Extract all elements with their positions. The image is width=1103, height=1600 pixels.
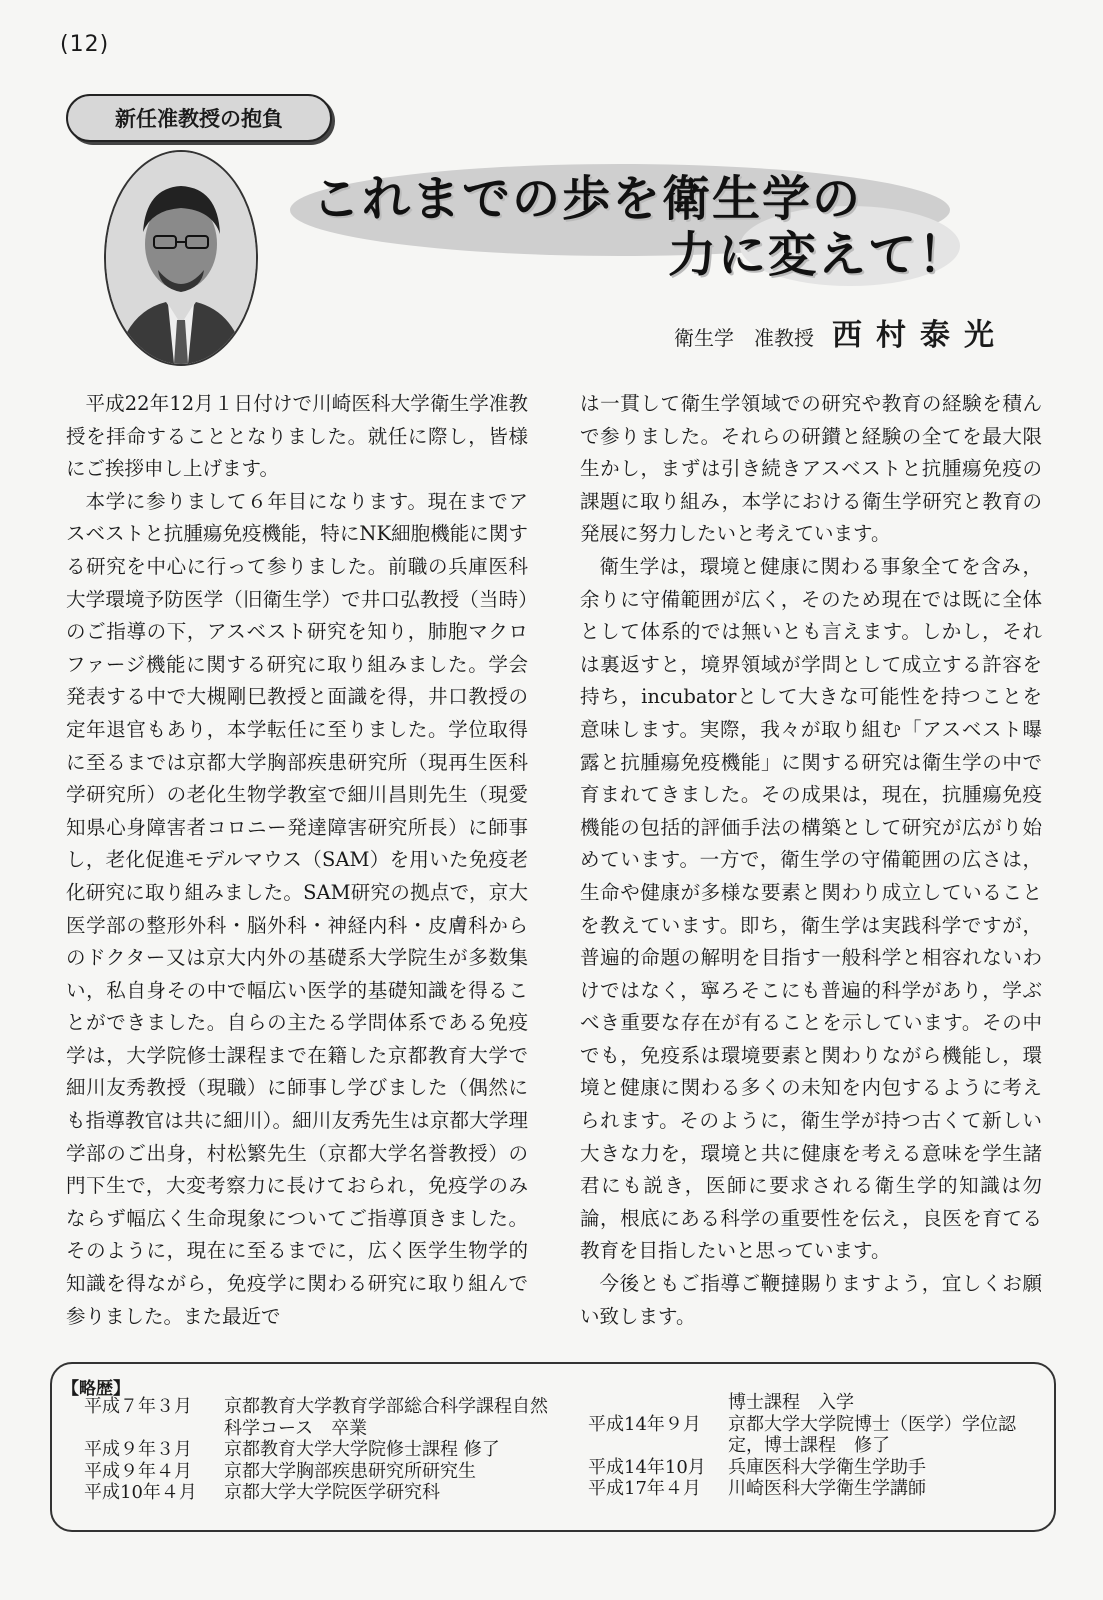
resume-entry [84, 1482, 554, 1504]
resume-entry [84, 1461, 554, 1483]
resume-text: 博士課程 入学 [728, 1392, 854, 1413]
body-paragraph: 今後ともご指導ご鞭撻賜りますよう，宜しくお願い致します。 [580, 1272, 1042, 1328]
resume-entry [84, 1439, 554, 1461]
body-column-left [66, 388, 528, 1333]
resume-entry [588, 1457, 1038, 1479]
body-paragraph: 平成22年12月１日付けで川崎医科大学衛生学准教授を拝命することとなりました。就任に際し，皆様にご挨拶申し上げます。 [66, 392, 528, 481]
resume-date: 平成17年４月 [588, 1478, 701, 1499]
resume-list-left [84, 1396, 554, 1504]
article-title-line-1: これまでの歩を衛生学の [312, 171, 863, 227]
author-name: 西村泰光 [832, 318, 1008, 353]
resume-text: 川崎医科大学衛生学講師 [728, 1478, 926, 1499]
resume-entry [84, 1396, 554, 1439]
section-label [66, 94, 332, 142]
author-affiliation: 衛生学 准教授 [674, 326, 814, 350]
resume-date: 平成７年３月 [84, 1396, 192, 1417]
section-label-text: 新任准教授の抱負 [115, 107, 283, 131]
resume-text: 京都大学胸部疾患研究所研究生 [224, 1460, 476, 1482]
resume-entry [588, 1414, 1038, 1457]
article-title-line-2: 力に変えて！ [668, 227, 969, 283]
body-column-right [580, 388, 1042, 1333]
byline [674, 310, 1008, 354]
resume-date: 平成９年４月 [84, 1460, 192, 1482]
resume-entry [588, 1478, 1038, 1500]
body-paragraph: は一貫して衛生学領域での研究や教育の経験を積んで参りました。それらの研鑚と経験の全てを最大限生かし，まずは引き続きアスベストと抗腫瘍免疫の課題に取り組み，本学における衛生学研究と教育の発展に努力したいと考えています。 [580, 392, 1042, 546]
body-paragraph: 本学に参りまして６年目になります。現在までアスベストと抗腫瘍免疫機能，特にNK細胞機能に関する研究を中心に行って参りました。前職の兵庫医科大学環境予防医学（旧衛生学）で井口弘教授（当時）のご指導の下，アスベスト研究を知り，肺胞マクロファージ機能に関する研究に取り組みました。学会発表する中で大槻剛巳教授と面識を得，井口教授の定年退官もあり，本学転任に至りました。学位取得に至るまでは京都大学胸部疾患研究所（現再生医科学研究所）の老化生物学教室で細川昌則先生（現愛知県心身障害者コロニー発達障害研究所長）に師事し，老化促進モデルマウス（SAM）を用いた免疫老化研究に取り組みました。SAM研究の拠点で，京大医学部の整形外科・脳外科・神経内科・皮膚科からのドクター又は京大内外の基礎系大学院生が多数集い，私自身その中で幅広い医学的基礎知識を得ることができました。自らの主たる学問体系である免疫学は，大学院修士課程まで在籍した京都教育大学で細川友秀教授（現職）に師事し学びました（偶然にも指導教官は共に細川）。細川友秀先生は京都大学理学部のご出身，村松繁先生（京都大学名誉教授）の門下生で，大変考察力に長けておられ，免疫学のみならず幅広く生命現象についてご指導頂きました。そのように，現在に至るまでに，広く医学生物学的知識を得ながら，免疫学に関わる研究に取り組んで参りました。また最近で [66, 489, 528, 1328]
author-portrait [104, 150, 258, 366]
resume-text: 京都教育大学教育学部総合科学課程自然科学コース 卒業 [224, 1396, 548, 1439]
resume-date: 平成14年10月 [588, 1456, 706, 1478]
resume-date [588, 1392, 728, 1414]
resume-text: 兵庫医科大学衛生学助手 [728, 1456, 926, 1478]
resume-date: 平成14年９月 [588, 1413, 701, 1435]
portrait-illustration [106, 152, 256, 364]
resume-text: 京都教育大学大学院修士課程 修了 [224, 1439, 500, 1460]
resume-text: 京都大学大学院医学研究科 [224, 1482, 440, 1503]
resume-heading: 【略歴】 [62, 1379, 130, 1399]
body-paragraph: 衛生学は，環境と健康に関わる事象全てを含み，余りに守備範囲が広く，そのため現在では既に全体として体系的では無いとも言えます。しかし，それは裏返すと，境界領域が学問として成立する許容を持ち，incubatorとして大きな可能性を持つことを意味します。実際，我々が取り組む「アスベスト曝露と抗腫瘍免疫機能」に関する研究は衛生学の中で育まれてきました。その成果は，現在，抗腫瘍免疫機能の包括的評価手法の構築として研究が広がり始めています。一方で，衛生学の守備範囲の広さは，生命や健康が多様な要素と関わり成立していることを教えています。即ち，衛生学は実践科学ですが，普遍的命題の解明を目指す一般科学と相容れないわけではなく，寧ろそこにも普遍的科学があり，学ぶべき重要な存在が有ることを示しています。その中でも，免疫系は環境要素と関わりながら機能し，環境と健康に関わる多くの未知を内包するように考えられます。そのように，衛生学が持つ古くて新しい大きな力を，環境と共に健康を考える意味を学生諸君にも説き，医師に要求される衛生学的知識は勿論，根底にある科学の重要性を伝え，良医を育てる教育を目指したいと思っています。 [580, 554, 1042, 1263]
page-number: (12) [60, 32, 110, 57]
resume-list-right [588, 1392, 1038, 1500]
resume-text: 京都大学大学院博士（医学）学位認定，博士課程 修了 [728, 1413, 1016, 1456]
resume-entry [588, 1392, 1038, 1414]
resume-date: 平成10年４月 [84, 1482, 197, 1503]
resume-date: 平成９年３月 [84, 1439, 192, 1460]
